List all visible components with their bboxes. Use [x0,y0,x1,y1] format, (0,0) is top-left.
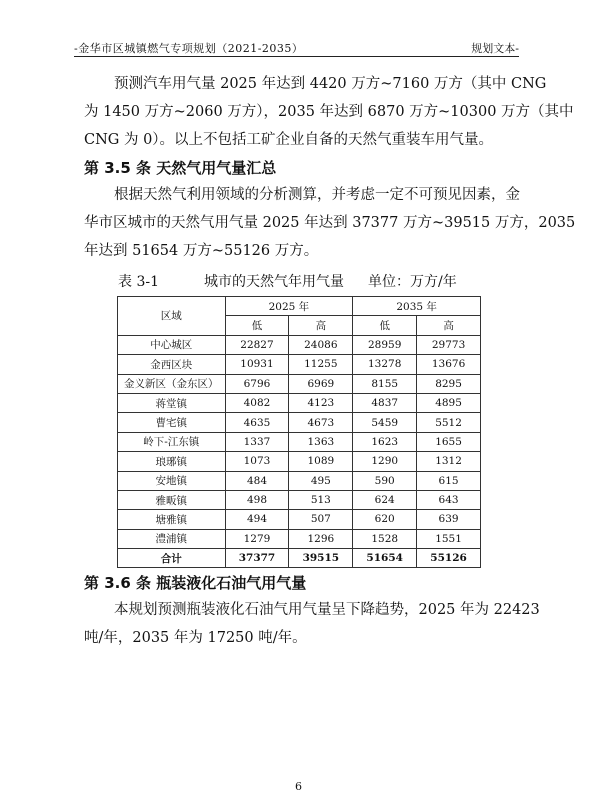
subheader-2025-low: 低 [225,316,289,335]
section-3-5-line-3: 年达到 51654 万方~55126 万方。 [84,243,319,259]
value-cell: 1312 [417,452,481,471]
section-3-5-paragraph [84,181,576,265]
value-cell: 620 [353,510,417,529]
value-cell: 1089 [289,452,353,471]
table-row [118,432,481,451]
value-cell: 495 [289,471,353,490]
value-cell: 6969 [289,374,353,393]
value-cell: 37377 [225,549,289,568]
value-cell: 1623 [353,432,417,451]
value-cell: 8155 [353,374,417,393]
table-total-row [118,549,481,568]
value-cell: 1363 [289,432,353,451]
table-row [118,452,481,471]
value-cell: 10931 [225,355,289,374]
value-cell: 51654 [353,549,417,568]
region-cell: 蒋堂镇 [118,393,226,412]
region-cell: 雅畈镇 [118,490,226,509]
table-row [118,374,481,393]
value-cell: 4895 [417,393,481,412]
table-row [118,529,481,548]
value-cell: 6796 [225,374,289,393]
region-cell: 安地镇 [118,471,226,490]
section-3-6-paragraph [84,596,540,652]
table-caption-unit: 单位：万方/年 [368,274,457,290]
value-cell: 39515 [289,549,353,568]
value-cell: 24086 [289,335,353,354]
table-row [118,335,481,354]
table-body [118,335,481,568]
value-cell: 498 [225,490,289,509]
value-cell: 28959 [353,335,417,354]
value-cell: 8295 [417,374,481,393]
subheader-2035-high: 高 [417,316,481,335]
gas-consumption-table [117,296,481,568]
column-header-region: 区域 [118,297,226,336]
value-cell: 4635 [225,413,289,432]
value-cell: 4837 [353,393,417,412]
value-cell: 13278 [353,355,417,374]
value-cell: 29773 [417,335,481,354]
column-header-2025: 2025 年 [225,297,353,316]
value-cell: 13676 [417,355,481,374]
region-cell: 中心城区 [118,335,226,354]
column-header-2035: 2035 年 [353,297,481,316]
value-cell: 11255 [289,355,353,374]
page-header-right: 规划文本- [471,42,519,55]
intro-line-2: 为 1450 万方~2060 万方），2035 年达到 6870 万方~10300 万方（其中 [84,104,574,120]
value-cell: 4673 [289,413,353,432]
value-cell: 5512 [417,413,481,432]
intro-line-1: 预测汽车用气量 2025 年达到 4420 万方~7160 万方（其中 CNG [114,76,547,92]
table-row [118,355,481,374]
header-rule [74,56,519,57]
region-cell: 塘雅镇 [118,510,226,529]
value-cell: 1528 [353,529,417,548]
subheader-2035-low: 低 [353,316,417,335]
value-cell: 494 [225,510,289,529]
value-cell: 1279 [225,529,289,548]
value-cell: 4082 [225,393,289,412]
value-cell: 615 [417,471,481,490]
value-cell: 1655 [417,432,481,451]
region-cell: 合计 [118,549,226,568]
region-cell: 金西区块 [118,355,226,374]
section-3-6-heading: 第 3.6 条 瓶装液化石油气用气量 [84,574,307,592]
region-cell: 琅琊镇 [118,452,226,471]
value-cell: 4123 [289,393,353,412]
table-row [118,393,481,412]
table-caption-title: 城市的天然气年用气量 [204,274,344,290]
section-3-6-line-2: 吨/年，2035 年为 17250 吨/年。 [84,630,307,646]
section-3-6-line-1: 本规划预测瓶装液化石油气用气量呈下降趋势，2025 年为 22423 [114,602,540,618]
section-3-5-heading: 第 3.5 条 天然气用气量汇总 [84,159,277,177]
value-cell: 507 [289,510,353,529]
section-3-5-line-2: 华市区城市的天然气用气量 2025 年达到 37377 万方~39515 万方，2035 [84,215,576,231]
value-cell: 624 [353,490,417,509]
table-caption-number: 表 3-1 [118,274,159,290]
table-row [118,413,481,432]
value-cell: 639 [417,510,481,529]
table-row [118,510,481,529]
region-cell: 澧浦镇 [118,529,226,548]
table-row [118,490,481,509]
table-row [118,471,481,490]
region-cell: 金义新区（金东区） [118,374,226,393]
value-cell: 1290 [353,452,417,471]
value-cell: 513 [289,490,353,509]
region-cell: 曹宅镇 [118,413,226,432]
value-cell: 1296 [289,529,353,548]
value-cell: 5459 [353,413,417,432]
intro-paragraph [84,70,574,154]
section-3-5-line-1: 根据天然气利用领域的分析测算，并考虑一定不可预见因素，金 [114,187,520,203]
subheader-2025-high: 高 [289,316,353,335]
page-number: 6 [295,780,302,793]
value-cell: 643 [417,490,481,509]
region-cell: 岭下-江东镇 [118,432,226,451]
value-cell: 484 [225,471,289,490]
page-header-left: -金华市区城镇燃气专项规划（2021-2035） [74,42,304,55]
value-cell: 55126 [417,549,481,568]
value-cell: 1337 [225,432,289,451]
value-cell: 590 [353,471,417,490]
value-cell: 22827 [225,335,289,354]
value-cell: 1073 [225,452,289,471]
value-cell: 1551 [417,529,481,548]
intro-line-3: CNG 为 0）。以上不包括工矿企业自备的天然气重装车用气量。 [84,132,494,148]
